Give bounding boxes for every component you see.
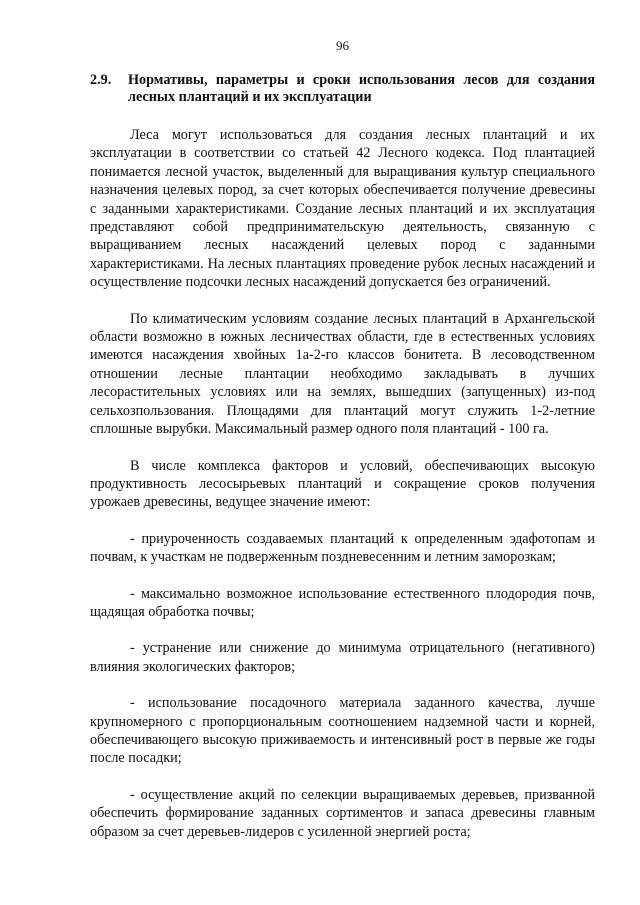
list-item: - осуществление акций по селекции выращиваемых деревьев, призванной обеспечить формирование заданных сортиментов и запаса древесины главным образом за счет деревьев-лидеров с усиленной энергией роста;	[90, 786, 595, 840]
body-paragraph: По климатическим условиям создание лесных плантаций в Архангельской области возможно в южных лесничествах области, где в естественных условиях имеются насаждения хвойных 1а-2-го классов бонитета. В лесоводственном отношении лесные плантации необходимо закладывать в лучших лесорастительных условиях или на землях, вышедших (запущенных) из-под сельхозпользования. Площадями для плантаций могут служить 1-2-летние сплошные вырубки. Максимальный размер одного поля плантаций - 100 га.	[90, 310, 595, 438]
section-title: Нормативы, параметры и сроки использования лесов для создания лесных плантаций и их эксплуатации	[128, 72, 595, 105]
body-paragraph: В числе комплекса факторов и условий, обеспечивающих высокую продуктивность лесосырьевых плантаций и сокращение сроков получения урожаев древесины, ведущее значение имеют:	[90, 457, 595, 511]
list-item: - максимально возможное использование естественного плодородия почв, щадящая обработка почвы;	[90, 585, 595, 620]
list-item: - использование посадочного материала заданного качества, лучше крупномерного с пропорциональным соотношением надземной части и корней, обеспечивающего высокую приживаемость и интенсивный рост в первые же годы после посадки;	[90, 695, 595, 767]
body-paragraph: Леса могут использоваться для создания лесных плантаций и их эксплуатации в соответствии со статьей 42 Лесного кодекса. Под плантацией понимается лесной участок, выделенный для выращивания культур специального назначения целевых пород, за счет которых обеспечивается получение древесины с заданными характеристиками. Создание лесных плантаций и их эксплуатация представляют собой предпринимательскую деятельность, связанную с выращиванием лесных насаждений целевых пород с заданными характеристиками. На лесных плантациях проведение рубок лесных насаждений и осуществление подсочки лесных насаждений допускается без ограничений.	[90, 127, 595, 291]
list-item: - приуроченность создаваемых плантаций к определенным эдафотопам и почвам, к участкам не подверженным поздневесенним и летним заморозкам;	[90, 530, 595, 566]
page-number: 96	[336, 38, 349, 53]
section-heading	[90, 72, 595, 106]
list-item: - устранение или снижение до минимума отрицательного (негативного) влияния экологических факторов;	[90, 640, 595, 675]
section-number: 2.9.	[90, 72, 112, 88]
